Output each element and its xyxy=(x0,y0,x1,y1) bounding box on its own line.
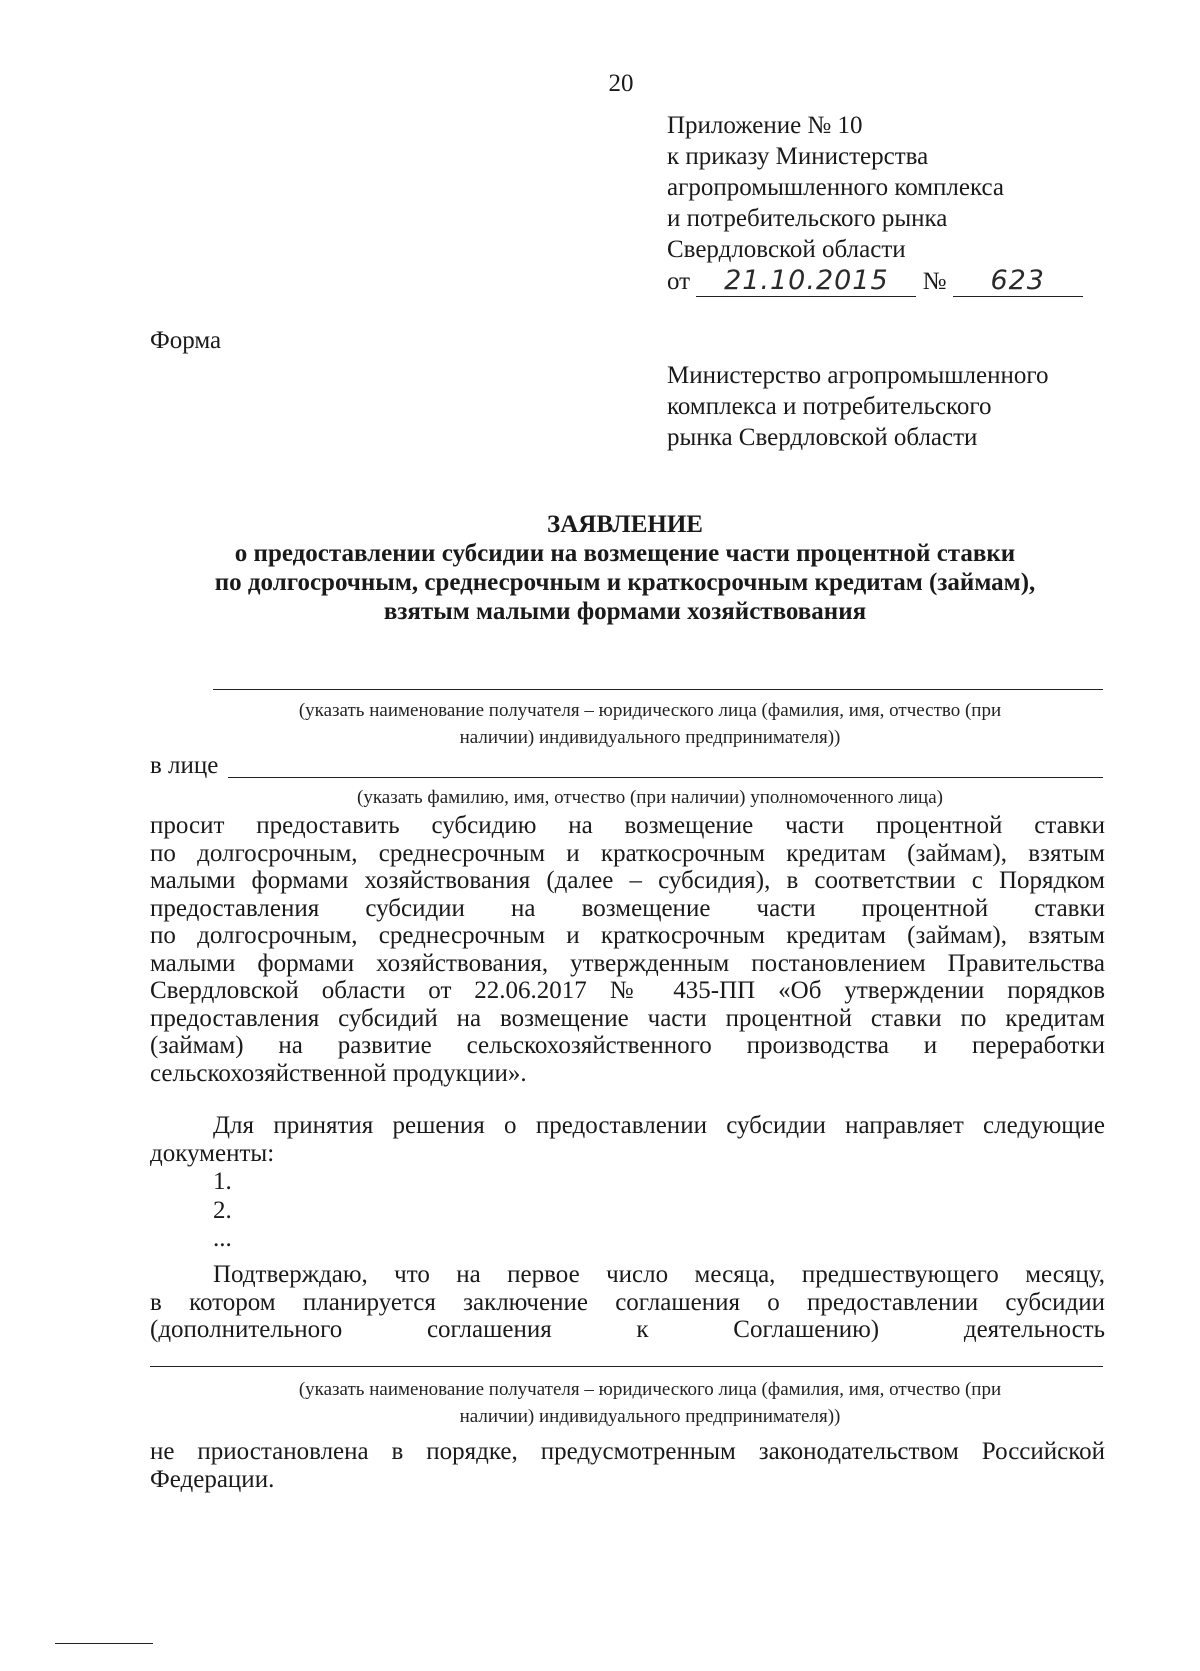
paragraph-line: сельскохозяйственной продукции». xyxy=(150,1059,527,1087)
footnote-separator xyxy=(55,1643,153,1644)
paragraph-line: малыми формами хозяйствования (далее – субсидия), в соответствии с Порядком xyxy=(150,867,1105,894)
request-paragraph xyxy=(150,812,1105,1087)
in-person-label: в лице xyxy=(150,752,219,779)
recipient-line: комплекса и потребительского xyxy=(667,393,992,420)
order-date-number-row xyxy=(667,266,1107,302)
appendix-line: Приложение № 10 xyxy=(667,112,863,139)
recipient-line: Министерство агропромышленного xyxy=(667,362,1049,389)
paragraph-line: предоставления субсидии на возмещение части процентной ставки xyxy=(150,894,1105,922)
confirm-hint xyxy=(150,1376,1150,1430)
paragraph-line: в котором планируется заключение соглашения о предоставлении субсидии xyxy=(150,1288,1105,1316)
representative-name-field xyxy=(228,777,1103,778)
paragraph-line: просит предоставить субсидию на возмещение части процентной ставки xyxy=(150,812,1105,839)
paragraph-line: предоставления субсидий на возмещение части процентной ставки по кредитам xyxy=(150,1004,1105,1032)
hint-line: наличии) индивидуального предпринимателя)) xyxy=(459,727,841,748)
recipient-line: рынка Свердловской области xyxy=(667,424,978,451)
paragraph-line: Свердловской области от 22.06.2017 № 435-ПП «Об утверждении порядков xyxy=(150,977,1105,1004)
paragraph-line: малыми формами хозяйствования, утвержденным постановлением Правительства xyxy=(150,949,1105,977)
title-subtitle-line: по долгосрочным, среднесрочным и краткосрочным кредитам (займам), xyxy=(214,569,1036,596)
document-title xyxy=(150,510,1100,626)
document-list-item: 1. xyxy=(213,1168,232,1195)
confirm-paragraph xyxy=(150,1261,1105,1344)
appendix-line: агропромышленного комплекса xyxy=(667,174,1005,201)
title-subtitle-line: взятым малыми формами хозяйствования xyxy=(383,598,867,625)
paragraph-line: по долгосрочным, среднесрочным и краткосрочным кредитам (займам), взятым xyxy=(150,922,1105,949)
documents-paragraph xyxy=(150,1112,1105,1167)
appendix-header xyxy=(667,110,1127,265)
page-number: 20 xyxy=(608,70,634,97)
paragraph-line: документы: xyxy=(150,1139,275,1167)
paragraph-line: не приостановлена в порядке, предусмотренным законодательством Российской xyxy=(150,1438,1105,1465)
hint-line: (указать наименование получателя – юридического лица (фамилия, имя, отчество (при xyxy=(298,700,1002,721)
form-label: Форма xyxy=(150,327,222,354)
applicant-hint xyxy=(150,697,1150,751)
paragraph-line: по долгосрочным, среднесрочным и краткосрочным кредитам (займам), взятым xyxy=(150,839,1105,867)
order-date-field xyxy=(696,266,916,297)
hint-line: наличии) индивидуального предпринимателя)) xyxy=(459,1406,841,1427)
document-list-item: 2. xyxy=(213,1197,232,1224)
number-sign: № xyxy=(922,268,947,295)
closing-paragraph xyxy=(150,1438,1105,1493)
recipient-block xyxy=(667,360,1127,453)
date-prefix: от xyxy=(667,268,691,295)
appendix-line: к приказу Министерства xyxy=(667,143,929,170)
paragraph-line: (дополнительного соглашения к Соглашению) деятельность xyxy=(150,1316,1105,1343)
hint-line: (указать наименование получателя – юридического лица (фамилия, имя, отчество (при xyxy=(298,1379,1002,1400)
paragraph-line: Федерации. xyxy=(150,1465,275,1493)
handwritten-number: 623 xyxy=(990,265,1045,296)
in-person-hint: (указать фамилию, имя, отчество (при наличии) уполномоченного лица) xyxy=(357,787,943,808)
document-list-item: ... xyxy=(213,1225,232,1252)
title-subtitle-line: о предоставлении субсидии на возмещение части процентной ставки xyxy=(234,540,1016,567)
appendix-line: Свердловской области xyxy=(667,236,906,263)
appendix-line: и потребительского рынка xyxy=(667,205,948,232)
paragraph-line: (займам) на развитие сельскохозяйственного производства и переработки xyxy=(150,1032,1105,1059)
handwritten-date: 21.10.2015 xyxy=(724,265,889,296)
confirm-applicant-field xyxy=(150,1366,1103,1367)
order-number-field xyxy=(953,266,1083,297)
paragraph-line: Для принятия решения о предоставлении субсидии направляет следующие xyxy=(213,1112,1105,1139)
applicant-name-field xyxy=(213,689,1103,690)
paragraph-line: Подтверждаю, что на первое число месяца, предшествующего месяцу, xyxy=(213,1261,1105,1288)
title-heading: ЗАЯВЛЕНИЕ xyxy=(547,511,703,538)
